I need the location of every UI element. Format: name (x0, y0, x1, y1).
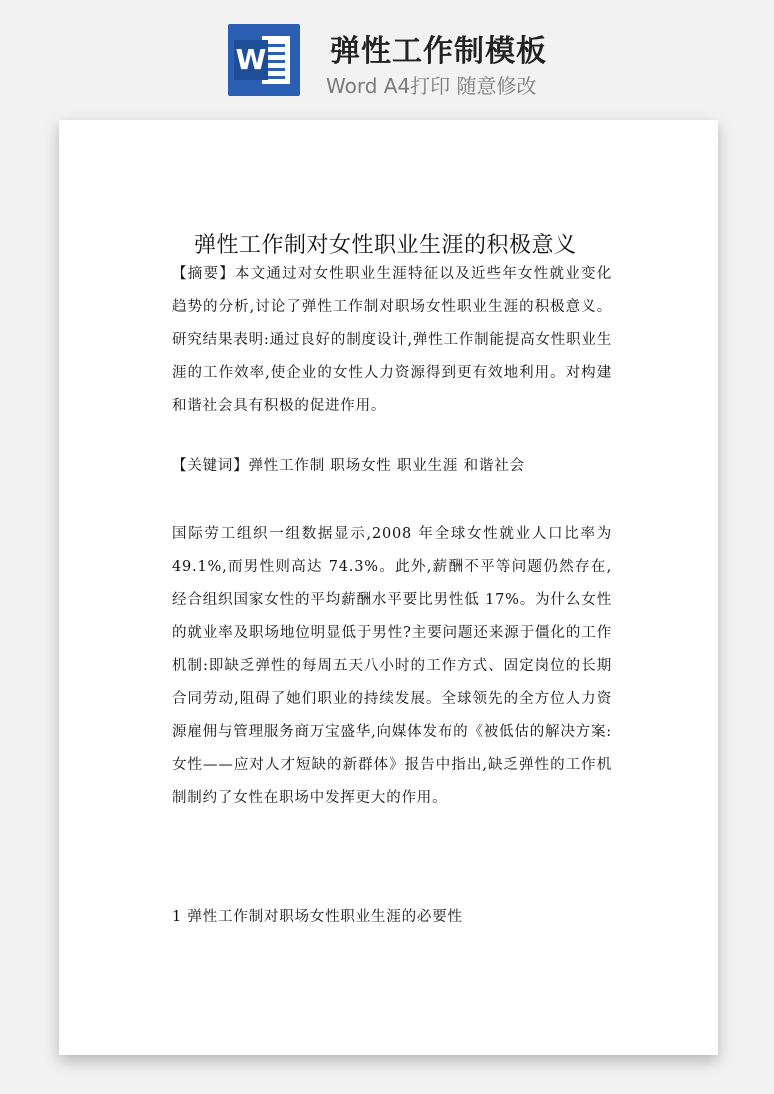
word-document-icon (228, 24, 300, 96)
word-letter: W (234, 40, 268, 80)
section-heading: 1 弹性工作制对职场女性职业生涯的必要性 (172, 909, 463, 925)
keywords-paragraph: 【关键词】弹性工作制 职场女性 职业生涯 和谐社会 (172, 458, 525, 474)
abstract-paragraph: 【摘要】本文通过对女性职业生涯特征以及近些年女性就业变化趋势的分析,讨论了弹性工作制对职场女性职业生涯的积极意义。研究结果表明:通过良好的制度设计,弹性工作制能提高女性职业生涯的工作效率,使企业的女性人力资源得到更有效地利用。对构建和谐社会具有积极的促进作用。 (172, 266, 612, 414)
document-page (59, 120, 718, 1055)
document-title: 弹性工作制对女性职业生涯的积极意义 (194, 233, 577, 258)
template-header (0, 0, 774, 115)
template-subtitle: Word A4打印 随意修改 (326, 74, 537, 98)
body-paragraph: 国际劳工组织一组数据显示,2008 年全球女性就业人口比率为 49.1%,而男性则高达 74.3%。此外,薪酬不平等问题仍然存在,经合组织国家女性的平均薪酬水平要比男性低 17%。为什么女性的就业率及职场地位明显低于男性?主要问题还来源于僵化的工作机制:即缺乏弹性的每周五天八小时的工作方式、固定岗位的长期合同劳动,阻碍了她们职业的持续发展。全球领先的全方位人力资源雇佣与管理服务商万宝盛华,向媒体发布的《被低估的解决方案:女性——应对人才短缺的新群体》报告中指出,缺乏弹性的工作机制制约了女性在职场中发挥更大的作用。 (172, 526, 612, 806)
template-title: 弹性工作制模板 (330, 34, 547, 69)
